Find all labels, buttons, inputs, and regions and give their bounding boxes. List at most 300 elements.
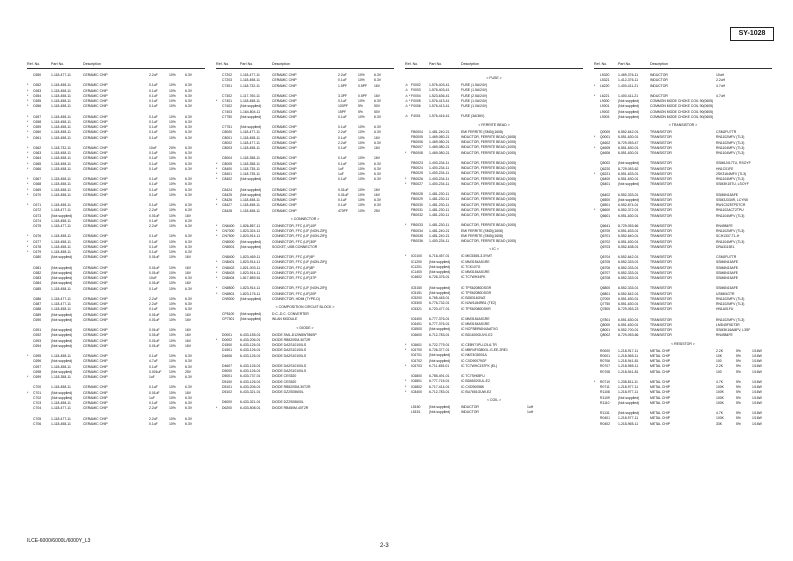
cell-part-no: (Not supplied) xyxy=(240,114,262,119)
cell-rating: 16V xyxy=(185,333,192,338)
cell-ref-no: FB0006 xyxy=(411,140,423,144)
cell-mark: * xyxy=(216,337,218,342)
cell-description: IC MIC5365-3.3YMT xyxy=(461,254,493,259)
cell-value: 0.1uF xyxy=(149,286,158,291)
cell-rating: 16V xyxy=(185,312,192,317)
cell-ref-no: D5001 xyxy=(222,374,232,379)
cell-part-no: 1-118-458-11 xyxy=(51,130,71,135)
cell-mark: * xyxy=(216,265,218,270)
cell-tolerance: 5% xyxy=(736,411,741,415)
cell-rating: 6.3V xyxy=(374,166,381,171)
cell-value: 15PF xyxy=(338,109,347,114)
cell-ref-no: Q6401 xyxy=(600,182,611,187)
parts-column-4 xyxy=(594,60,772,427)
cell-part-no: (Not supplied) xyxy=(240,296,262,301)
cell-ref-no: IC6801 xyxy=(411,379,422,384)
cell-description: IC TPS62080DSKR xyxy=(461,306,491,311)
cell-description: METAL CHIP xyxy=(650,421,670,426)
cell-ref-no: CN9000 xyxy=(222,296,235,301)
cell-part-no: 6-433-206-01 xyxy=(240,337,261,342)
cell-tolerance: 10% xyxy=(169,395,176,400)
cell-ref-no: C703 xyxy=(33,401,42,405)
cell-part-no: 1-118-477-11 xyxy=(240,130,260,135)
cell-description: TRANSISTOR xyxy=(650,145,672,150)
cell-mark: * xyxy=(27,161,29,166)
cell-description: INDUCTOR, FERRITE BEAD (1005) xyxy=(461,202,517,207)
cell-ref-no: C702 xyxy=(33,395,42,400)
part-row xyxy=(216,84,394,89)
cell-ref-no: C701 xyxy=(33,390,42,395)
cell-ref-no: C678 xyxy=(33,244,42,249)
cell-tolerance: 20% xyxy=(169,145,176,150)
cell-ref-no: FB0029 xyxy=(411,197,423,202)
cell-ref-no: FB0033 xyxy=(411,223,423,228)
cell-part-no: 6-433-126-01 xyxy=(240,348,261,353)
cell-description: INDUCTOR, FERRITE BEAD (1005) xyxy=(461,160,517,165)
cell-description: CERAMIC CHIP xyxy=(272,146,297,150)
cell-description: METAL CHIP xyxy=(650,369,670,374)
cell-part-no: 1-218-941-81 xyxy=(618,369,639,374)
cell-ref-no: C682 xyxy=(33,270,42,275)
cell-value: 0.1uF xyxy=(149,93,158,98)
cell-mark: * xyxy=(594,171,596,176)
cell-description: CERAMIC CHIP xyxy=(83,234,108,239)
header-part: Part No. xyxy=(618,62,632,66)
part-row xyxy=(27,318,205,323)
cell-mark: * xyxy=(27,88,29,93)
cell-part-no: (Not supplied) xyxy=(429,353,451,358)
cell-value: DRA3115EL xyxy=(716,244,735,249)
cell-mark: * xyxy=(27,239,29,244)
cell-part-no: 1-481-240-21 xyxy=(429,228,450,233)
cell-ref-no: C694 xyxy=(33,343,42,348)
cell-rating: 6.3V xyxy=(185,130,192,135)
cell-value: 100PF xyxy=(338,104,348,109)
cell-tolerance: 5% xyxy=(358,109,363,114)
cell-description: EMI FERRITE (SMD)(1608) xyxy=(461,233,504,238)
part-row xyxy=(27,104,205,109)
cell-part-no: 6-552-333-01 xyxy=(618,270,639,275)
cell-rating: 6.3V xyxy=(185,99,192,103)
cell-part-no: (Not supplied) xyxy=(51,255,73,260)
cell-value: HN1A01FU xyxy=(716,307,734,312)
part-row xyxy=(405,275,583,280)
cell-description: IC MM3154AS1RE xyxy=(461,316,490,321)
cell-part-no: 6-552-333-01 xyxy=(618,276,639,280)
header-part: Part No. xyxy=(51,62,65,66)
cell-description: CERAMIC CHIP xyxy=(83,177,108,181)
cell-tolerance: 10% xyxy=(358,140,365,145)
cell-part-no: (Not supplied) xyxy=(429,290,451,295)
cell-rating: 6.3V xyxy=(374,198,381,202)
cell-ref-no: IC1200 xyxy=(411,259,422,264)
cell-ref-no: C684 xyxy=(33,281,42,286)
cell-ref-no: IC5151 xyxy=(411,290,422,295)
cell-ref-no: CP7301 xyxy=(222,317,235,322)
cell-part-no: (Not supplied) xyxy=(429,270,451,274)
section-heading: < TRANSISTOR > xyxy=(668,123,698,127)
cell-mark: * xyxy=(27,203,29,207)
cell-tolerance: 10% xyxy=(169,99,176,103)
cell-rating: 16V xyxy=(185,328,192,332)
cell-value: 0.01uF xyxy=(149,338,160,343)
cell-description: COMMON MODE CHOKE COIL 90(0605) xyxy=(650,114,714,119)
page-number: 2-3 xyxy=(380,543,389,549)
section-heading: < CONNECTOR > xyxy=(290,216,320,221)
cell-description: CERAMIC CHIP xyxy=(272,99,297,103)
cell-rating: 50V xyxy=(374,104,381,109)
cell-tolerance: 10% xyxy=(358,177,365,182)
cell-rating: 6.3V xyxy=(185,234,192,239)
cell-part-no: 1-118-732-11 xyxy=(51,145,71,150)
cell-description: INDUCTOR xyxy=(650,83,668,88)
cell-part-no: 1-118-477-11 xyxy=(51,224,71,228)
part-row xyxy=(216,115,394,120)
cell-description: DIODE DA2S10100LS xyxy=(272,363,307,368)
cell-value: SSM3K15TU, LSOYF xyxy=(716,182,749,187)
cell-value: 0.1uF xyxy=(149,177,158,181)
cell-description: CERAMIC CHIP xyxy=(83,218,108,223)
cell-part-no: 6-433-155-01 xyxy=(240,332,261,337)
cell-description: CERAMIC CHIP xyxy=(83,250,108,254)
header-ref: Ref. No. xyxy=(405,62,419,66)
cell-description: IC TC7WHC157FK (EL) xyxy=(461,363,498,368)
cell-part-no: 1-823-324-11 xyxy=(240,229,261,233)
cell-part-no: 1-218-977-11 xyxy=(618,390,639,395)
cell-ref-no: IC0100 xyxy=(411,254,422,259)
cell-description: INDUCTOR, FERRITE BEAD (1005) xyxy=(461,223,517,228)
cell-description: FUSE (1.5A/24V) xyxy=(461,88,488,93)
cell-description: TRANSISTOR xyxy=(650,286,672,291)
cell-description: TRANSISTOR xyxy=(650,161,672,166)
cell-mark: * xyxy=(405,150,407,155)
cell-part-no: (Not supplied) xyxy=(618,99,640,103)
cell-mark: * xyxy=(27,234,29,239)
cell-value: 4.7K xyxy=(716,379,723,384)
part-row xyxy=(27,73,205,78)
cell-ref-no: CN8404 xyxy=(222,276,235,280)
cell-rating: 6.3V xyxy=(185,192,192,197)
cell-ref-no: Q6221 xyxy=(600,171,611,176)
cell-rating: 1/16W xyxy=(752,369,762,374)
cell-mark: * xyxy=(216,405,218,410)
cell-rating: 6.3V xyxy=(185,416,192,421)
cell-ref-no: Q7000 xyxy=(600,296,611,301)
cell-value: 0.1uF xyxy=(149,244,158,249)
cell-part-no: 6-552-638-01 xyxy=(618,244,639,249)
cell-ref-no: Q6702 xyxy=(600,239,611,244)
cell-value: 0.1uF xyxy=(338,203,347,208)
cell-ref-no: R1110 xyxy=(600,400,610,405)
cell-ref-no: Q0000 xyxy=(600,130,611,134)
cell-description: DIODE DZ2S05600L xyxy=(272,400,304,405)
cell-rating: 6.3V xyxy=(185,119,192,124)
cell-ref-no: IC4602 xyxy=(411,275,422,280)
cell-tolerance: 10% xyxy=(169,416,176,421)
cell-description: CERAMIC CHIP xyxy=(83,182,108,187)
cell-ref-no: C8427 xyxy=(222,203,232,208)
column-header xyxy=(27,60,205,69)
cell-rating: 6.3V xyxy=(374,99,381,103)
cell-ref-no: F0005 xyxy=(411,98,421,103)
header-ref: Ref. No. xyxy=(27,62,41,66)
cell-part-no: 1-118-458-11 xyxy=(51,250,71,254)
cell-ref-no: Q7801 xyxy=(600,317,611,322)
cell-rating: 6.3V xyxy=(185,224,192,228)
cell-value: 2.2K xyxy=(716,348,723,353)
cell-tolerance: 10% xyxy=(169,218,176,223)
cell-part-no: 1-118-458-11 xyxy=(51,354,71,358)
cell-ref-no: IC5300 xyxy=(411,301,422,306)
cell-ref-no: Q4602 xyxy=(600,140,611,145)
cell-ref-no: IC6702 xyxy=(411,358,422,363)
cell-part-no: 1-823-914-11 xyxy=(240,270,261,275)
cell-description: CERAMIC CHIP xyxy=(272,198,297,202)
cell-part-no: 1-481-240-21 xyxy=(429,233,450,238)
cell-description: INDUCTOR xyxy=(461,410,479,415)
header-desc: Description xyxy=(461,62,479,66)
cell-description: CERAMIC CHIP xyxy=(83,364,108,369)
header-part: Part No. xyxy=(429,62,443,66)
cell-value: 2.2uF xyxy=(149,296,158,301)
cell-ref-no: C700 xyxy=(33,385,42,390)
cell-rating: 6.3V xyxy=(185,239,192,244)
cell-value: 0.01uF xyxy=(149,265,160,270)
cell-part-no: 1-400-234-11 xyxy=(429,171,450,176)
cell-value: RN1102MFV (TL3) xyxy=(716,135,745,140)
cell-part-no: 1-118-458-11 xyxy=(51,192,71,197)
cell-ref-no: CN8401 xyxy=(222,260,235,265)
cell-part-no: (Not supplied) xyxy=(51,317,73,322)
cell-description: TRANSISTOR xyxy=(650,265,672,270)
cell-value: 100K xyxy=(716,395,724,400)
cell-description: CERAMIC CHIP xyxy=(83,93,108,98)
cell-rating: 6.3V xyxy=(185,104,192,109)
cell-ref-no: FB0026 xyxy=(411,176,423,181)
cell-ref-no: R0706 xyxy=(600,359,610,363)
cell-ref-no: C653 xyxy=(33,88,42,93)
cell-description: IC BU7651GUW-E2 xyxy=(461,389,492,394)
cell-description: DIODE CES520 xyxy=(272,379,297,384)
cell-value: 0.01uF xyxy=(149,328,160,332)
cell-ref-no: D1500 xyxy=(222,343,232,347)
cell-description: IC CEB971PU-C5-6-TR xyxy=(461,342,497,347)
cell-tolerance: 10% xyxy=(358,78,365,83)
cell-mark: * xyxy=(216,198,218,202)
cell-rating: 6.3V xyxy=(185,125,192,129)
cell-value: SSM3K16AMFV, L3SF xyxy=(716,328,751,332)
cell-ref-no: CN8000 xyxy=(222,239,235,244)
cell-ref-no: C8005 xyxy=(222,161,232,166)
cell-description: CERAMIC CHIP xyxy=(83,203,108,207)
cell-rating: 16V xyxy=(185,390,192,395)
cell-ref-no: C667 xyxy=(33,177,42,181)
cell-value: 4.7uH xyxy=(716,83,726,88)
cell-description: CERAMIC CHIP xyxy=(83,395,108,400)
cell-mark: * xyxy=(27,354,29,358)
cell-part-no: 1-118-458-11 xyxy=(51,151,71,155)
cell-ref-no: R0711 xyxy=(600,385,610,389)
cell-ref-no: IC6600 xyxy=(411,332,422,337)
cell-tolerance: 10% xyxy=(169,161,176,166)
cell-part-no: 6-717-414-01 xyxy=(429,384,450,389)
cell-mark: * xyxy=(594,93,596,98)
cell-mark: * xyxy=(216,234,218,239)
cell-value: 0.1uF xyxy=(149,192,158,197)
cell-part-no: 6-716-457-01 xyxy=(429,254,450,259)
cell-value: HN1C01FE xyxy=(716,166,734,171)
cell-ref-no: F4001 xyxy=(411,114,421,119)
cell-ref-no: C675 xyxy=(33,224,42,228)
cell-tolerance: 10% xyxy=(169,312,176,317)
cell-ref-no: Q8002 xyxy=(600,333,611,338)
cell-description: INDUCTOR, FERRITE BEAD (1005) xyxy=(461,145,517,150)
cell-mark: * xyxy=(405,342,407,347)
cell-part-no: 1-118-458-11 xyxy=(51,218,71,223)
cell-ref-no: C704 xyxy=(33,406,42,411)
cell-part-no: 6-433-126-01 xyxy=(240,363,261,368)
cell-value: 0.1uF xyxy=(338,198,347,202)
cell-ref-no: FB0027 xyxy=(411,181,423,186)
section-heading: < IC > xyxy=(489,247,499,252)
cell-description: FUSE (1.0A/24V) xyxy=(461,98,488,103)
cell-description: INDUCTOR, FERRITE BEAD (1005) xyxy=(461,171,517,176)
cell-part-no: 6-552-333-01 xyxy=(618,265,639,270)
cell-tolerance: 10% xyxy=(169,359,176,364)
cell-part-no: 1-400-234-11 xyxy=(429,160,450,165)
cell-value: SSM6N15AFE xyxy=(716,286,739,291)
cell-ref-no: D6200 xyxy=(222,405,232,410)
cell-tolerance: 10% xyxy=(169,265,176,270)
cell-value: RN1102MFV (TL3) xyxy=(716,302,745,306)
cell-value: 100K xyxy=(716,416,724,421)
cell-ref-no: C683 xyxy=(33,276,42,280)
cell-ref-no: C654 xyxy=(33,93,42,98)
cell-value: 0.1uF xyxy=(149,83,158,88)
cell-description: DIODE DA2S10100LS xyxy=(272,343,307,347)
section-heading: < FERRITE BEAD > xyxy=(478,122,510,127)
cell-ref-no: C680 xyxy=(33,255,42,260)
cell-mark: * xyxy=(27,135,29,140)
cell-part-no: 1-118-458-11 xyxy=(51,119,71,124)
cell-value: 1uF xyxy=(149,375,155,379)
cell-value: 0.1uF xyxy=(149,354,158,358)
cell-mark: * xyxy=(216,223,218,228)
cell-rating: 6.3V xyxy=(185,385,192,390)
cell-ref-no: D5100 xyxy=(222,379,232,384)
cell-ref-no: D4607 xyxy=(222,363,232,368)
cell-ref-no: IC6500 xyxy=(411,327,422,332)
cell-rating: 6.3V xyxy=(374,161,381,166)
cell-part-no: 1-118-358-11 xyxy=(51,375,71,379)
cell-description: TRANSISTOR xyxy=(650,239,672,244)
cell-tolerance: 10% xyxy=(169,135,176,140)
cell-ref-no: C696 xyxy=(33,359,42,364)
cell-description: EMI FERRITE (SMD)(1608) xyxy=(461,228,504,233)
cell-description: METAL CHIP xyxy=(650,416,670,421)
cell-description: CONNECTOR, FFC (LIF)10P xyxy=(272,223,317,228)
cell-mark: ⚠ xyxy=(405,88,409,93)
cell-description: CERAMIC CHIP xyxy=(83,406,108,411)
cell-part-no: 8-729-053-66 xyxy=(618,223,639,228)
cell-ref-no: FB0032 xyxy=(411,213,423,217)
cell-description: CERAMIC CHIP xyxy=(272,104,297,109)
cell-part-no: (Not supplied) xyxy=(618,182,640,187)
cell-description: TRANSISTOR xyxy=(650,151,672,155)
cell-ref-no: Q6801 xyxy=(600,291,611,296)
cell-ref-no: L5150 xyxy=(411,405,421,409)
cell-ref-no: F0002 xyxy=(411,83,421,87)
cell-tolerance: 10% xyxy=(169,296,176,301)
cell-mark: ⚠ * xyxy=(405,93,411,98)
cell-value: 4.7uF xyxy=(149,359,158,364)
cell-value: 2.2uF xyxy=(338,73,347,77)
cell-part-no: 1-400-234-11 xyxy=(429,166,450,170)
cell-value: CSMJFU7TR xyxy=(716,130,737,134)
cell-value: 10K xyxy=(716,353,723,358)
cell-description: DIODE DA2S10100LS xyxy=(272,369,307,373)
cell-description: METAL CHIP xyxy=(650,385,670,389)
cell-part-no: 1-118-458-11 xyxy=(51,203,71,207)
cell-tolerance: 10% xyxy=(169,286,176,291)
cell-part-no: 1-823-469-11 xyxy=(240,255,261,259)
cell-value: 0.1uF xyxy=(338,99,347,103)
cell-rating: 1/16W xyxy=(752,379,762,384)
cell-part-no: (Not supplied) xyxy=(240,125,262,129)
cell-description: CERAMIC CHIP xyxy=(83,270,108,275)
cell-part-no: 1-118-477-11 xyxy=(51,296,71,301)
cell-value: 1uH xyxy=(527,405,534,409)
cell-part-no: 1-118-458-11 xyxy=(51,114,71,119)
cell-description: DIODE RB520SM-30T2R xyxy=(272,337,311,342)
cell-part-no: (Not supplied) xyxy=(618,161,640,166)
cell-description: INDUCTOR, FERRITE BEAD (1005) xyxy=(461,239,517,243)
cell-ref-no: F0006 xyxy=(411,104,421,108)
cell-value: 0.1uF xyxy=(338,146,347,150)
cell-rating: 16V xyxy=(374,135,381,140)
cell-rating: 1/16W xyxy=(752,348,762,353)
part-row xyxy=(405,364,583,369)
cell-ref-no: L9000 xyxy=(600,99,610,103)
cell-rating: 6.3V xyxy=(185,161,192,166)
header-part: Part No. xyxy=(240,62,254,66)
part-row xyxy=(27,287,205,292)
cell-description: EMI FERRITE (SMD)(1608) xyxy=(461,129,504,134)
cell-description: FUSE (2.5A/24V) xyxy=(461,93,488,98)
cell-part-no: 1-118-458-11 xyxy=(51,385,71,390)
cell-value: 4.7uH xyxy=(716,93,726,98)
cell-part-no: 1-118-458-11 xyxy=(51,83,71,88)
cell-rating: 16V xyxy=(374,192,381,197)
cell-rating: 6.3V xyxy=(185,302,192,306)
cell-ref-no: C8401 xyxy=(222,172,232,176)
cell-rating: 6.3V xyxy=(185,114,192,119)
cell-ref-no: FB0005 xyxy=(411,134,423,139)
cell-ref-no: Q6500 xyxy=(600,197,611,202)
cell-rating: 6.3V xyxy=(185,354,192,358)
cell-ref-no: Q6704 xyxy=(600,255,611,259)
cell-ref-no: D5101 xyxy=(222,384,232,389)
cell-ref-no: C698 xyxy=(33,369,42,374)
cell-description: DIODE DZ2S05600L xyxy=(272,390,304,394)
cell-part-no: (Not supplied) xyxy=(618,109,640,114)
cell-value: 2.2uF xyxy=(338,130,347,135)
cell-part-no: 6-777-376-01 xyxy=(429,322,450,326)
cell-part-no: 1-469-080-21 xyxy=(429,134,450,139)
cell-description: CERAMIC CHIP xyxy=(83,135,108,140)
cell-part-no: 1-481-230-11 xyxy=(429,197,450,202)
cell-description: IC MM3154AS1RE xyxy=(461,322,490,326)
